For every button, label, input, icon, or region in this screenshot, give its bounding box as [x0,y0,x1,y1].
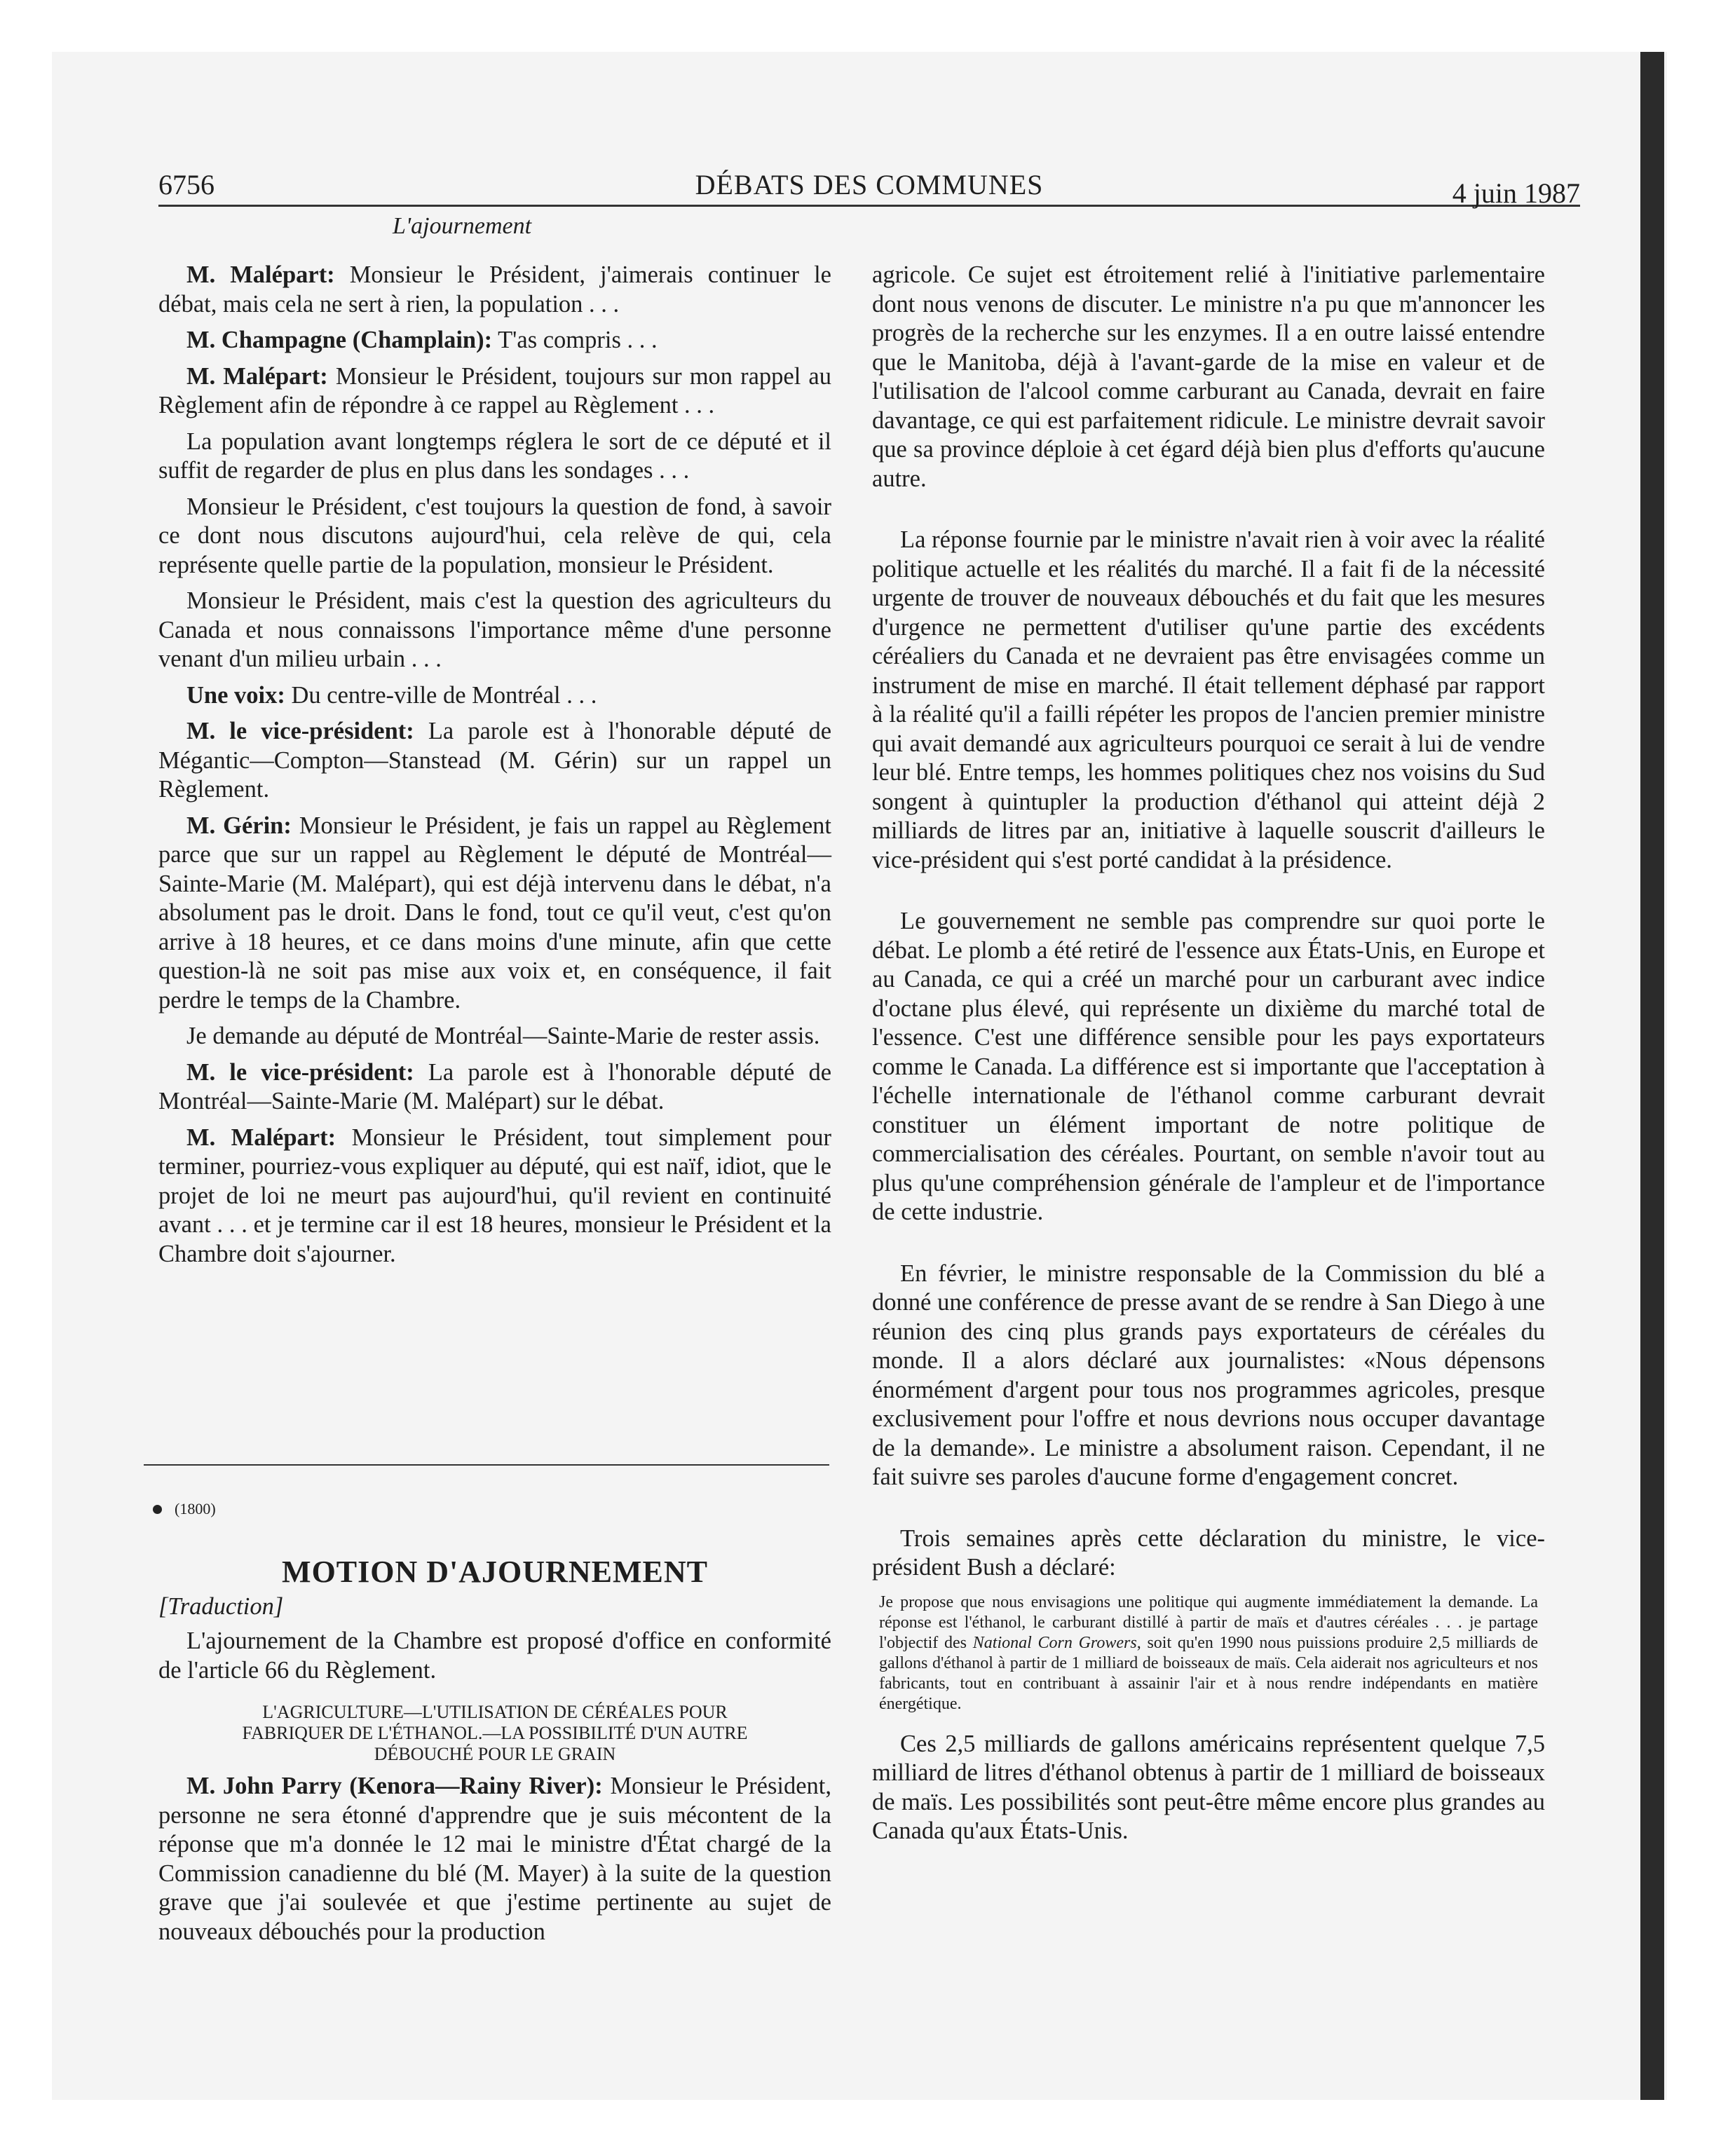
block-quote: Je propose que nous envisagions une politique qui augmente immédiatement la demande. La réponse est l'éthanol, le carburant distillé à partir de maïs et d'autres céréales . . . je partage l'objectif des National Corn Growers, soit qu'en 1990 nous puissions produire 2,5 milliards de gallons d'éthanol à partir de 1 milliard de boisseaux de maïs. Cela aiderait nos agriculteurs et nos fabricants, tout en contribuant à assainir l'air et à nous rendre indépendants en matière énergétique. [879,1592,1538,1713]
speaker-name: M. John Parry (Kenora—Rainy River): [186,1773,603,1799]
subheading: L'AGRICULTURE—L'UTILISATION DE CÉRÉALES POUR FABRIQUER DE L'ÉTHANOL.—LA POSSIBILITÉ D'UN AUTRE DÉBOUCHÉ POUR LE GRAIN [242,1702,748,1764]
running-head: L'ajournement [393,213,532,239]
paragraph: Monsieur le Président, mais c'est la question des agriculteurs du Canada et nous connaissons l'importance même d'une personne venant d'un milieu urbain . . . [158,587,831,672]
paragraph: M. Gérin: Monsieur le Président, je fais un rappel au Règlement parce que sur un rappel au Règlement le député de Montréal—Sainte-Marie (M. Malépart), qui est déjà intervenu dans le débat, n'a absolument pas le droit. Dans le fond, tout ce qu'il veut, c'est qu'on arrive à 18 heures, et ce dans moins d'une minute, afin que cette question-là ne soit pas mise aux voix et, en conséquence, il fait perdre le temps de la Chambre. [158,812,831,1014]
section-heading: MOTION D'AJOURNEMENT [282,1555,708,1589]
paragraph: Ces 2,5 milliards de gallons américains représentent quelque 7,5 milliard de litres d'éthanol obtenus à partir de 1 milliard de boisseaux de maïs. Les possibilités sont peut-être même encore plus grandes au Canada qu'aux États-Unis. [872,1730,1545,1844]
binding-edge [1640,52,1664,2100]
page-date: 4 juin 1987 [1452,177,1580,209]
paragraph: M. Champagne (Champlain): T'as compris . . . [186,327,658,353]
time-marker [153,1500,216,1518]
paragraph: Je demande au député de Montréal—Sainte-Marie de rester assis. [186,1023,820,1049]
speaker-name: Une voix: [186,681,285,709]
paragraph: Monsieur le Président, c'est toujours la question de fond, à savoir ce dont nous discutons aujourd'hui, cela relève de qui, cela représente quelle partie de la population, monsieur le Président. [158,493,831,578]
paragraph: Une voix: Du centre-ville de Montréal . . . [186,681,597,709]
paragraph: L'ajournement de la Chambre est proposé d'office en conformité de l'article 66 du Règlement. [158,1628,831,1684]
speaker-name: M. le vice-président: [186,718,414,744]
paragraph: La population avant longtemps réglera le sort de ce député et il suffit de regarder de plus en plus dans les sondages . . . [158,428,831,484]
bullet-icon [153,1505,162,1514]
paragraph: La réponse fournie par le ministre n'avait rien à voir avec la réalité politique actuelle et les réalités du marché. Il a fait fi de la nécessité urgente de trouver de nouveaux débouchés et du fait que les mesures d'urgence ne permettent d'utiliser qu'une partie des excédents céréaliers du Canada et ne devraient pas être envisagées comme un instrument de mise en marché. Il était tellement déphasé par rapport à la réalité qu'il a failli répéter les propos de l'ancien premier ministre qui avait demandé aux agriculteurs pourquoi ce serait à lui de vendre leur blé. Entre temps, les hommes politiques chez nos voisins du Sud songent à quintupler la production d'éthanol qui atteint déjà 2 milliards de litres par an, initiative à laquelle souscrit d'ailleurs le vice-président qui s'est porté candidat à la présidence. [872,526,1545,873]
paragraph: Trois semaines après cette déclaration du ministre, le vice-président Bush a déclaré: [872,1524,1545,1581]
time-marker-label: (1800) [175,1500,216,1517]
speaker-name: M. Malépart: [186,261,335,288]
speaker-name: M. Gérin: [186,812,292,839]
speaker-name: M. Malépart: [186,362,328,390]
page-header [158,163,1580,207]
paragraph: En février, le ministre responsable de la Commission du blé a donné une conférence de presse avant de se rendre à San Diego à une réunion des cinq plus grands pays exportateurs de céréales du monde. Il a alors déclaré aux journalistes: «Nous dépensons énormément d'argent pour tous nos programmes agricoles, presque exclusivement pour l'offre et nous devrions nous occuper davantage de la demande». Le ministre a absolument raison. Cependant, il ne fait suivre ses paroles d'aucune forme d'engagement concret. [872,1260,1545,1490]
adjournment-section [158,1557,831,1953]
paragraph: Le gouvernement ne semble pas comprendre sur quoi porte le débat. Le plomb a été retiré de l'essence aux États-Unis, en Europe et au Canada, ce qui a créé un marché pour un carburant avec indice d'octane plus élevé, qui représente un dixième du marché total de l'essence. C'est une différence sensible pour les pays exportateurs comme le Canada. La différence est si importante que l'acceptation à l'échelle internationale de l'éthanol comme carburant devrait constituer un élément important de notre politique de commercialisation des céréales. Pourtant, on semble n'avoir tout au plus qu'une compréhension générale de l'ampleur et de l'importance de cette industrie. [872,908,1545,1225]
paragraph: M. le vice-président: La parole est à l'honorable député de Montréal—Sainte-Marie (M. Malépart) sur le débat. [158,1058,832,1114]
speaker-name: M. Champagne (Champlain): [186,327,493,353]
speaker-name: M. le vice-président: [186,1058,414,1086]
right-column [872,261,1545,1853]
section-divider [144,1464,829,1466]
paragraph: agricole. Ce sujet est étroitement relié à l'initiative parlementaire dont nous venons de discuter. Le ministre n'a pu que m'annoncer les progrès de la recherche sur les enzymes. Il a en outre laissé entendre que le Manitoba, déjà à l'avant-garde de la mise en valeur et de l'utilisation de l'alcool comme carburant au Canada, devrait en faire davantage, ce qui est parfaitement ridicule. Le ministre devrait savoir que sa province déploie à cet égard déjà bien plus d'efforts qu'aucune autre. [872,261,1545,492]
page-number: 6756 [158,169,215,200]
paragraph: M. Malépart: Monsieur le Président, tout simplement pour terminer, pourriez-vous expliquer au député, qui est naïf, idiot, que le projet de loi ne meurt pas aujourd'hui, qu'il revient en continuité avant . . . et je termine car il est 18 heures, monsieur le Président et la Chambre doit s'ajourner. [158,1124,832,1267]
speaker-name: M. Malépart: [186,1124,336,1151]
paragraph: M. le vice-président: La parole est à l'honorable député de Mégantic—Compton—Stanstead (M. Gérin) sur un rappel un Règlement. [158,718,832,803]
translation-tag: [Traduction] [158,1592,284,1620]
publication-title: DÉBATS DES COMMUNES [695,169,1044,200]
left-column [158,261,831,1276]
paragraph: M. Malépart: Monsieur le Président, toujours sur mon rappel au Règlement afin de répondre à ce rappel au Règlement . . . [158,362,831,418]
paragraph: M. John Parry (Kenora—Rainy River): Monsieur le Président, personne ne sera étonné d'apprendre que je suis mécontent de la réponse que m'a donnée le 12 mai le ministre d'État chargé de la Commission canadienne du blé (M. Mayer) à la suite de la question grave que j'ai soulevée et que j'estime pertinente au sujet de nouveaux débouchés pour la production [158,1773,831,1945]
paragraph: M. Malépart: Monsieur le Président, j'aimerais continuer le débat, mais cela ne sert à rien, la population . . . [158,261,831,318]
